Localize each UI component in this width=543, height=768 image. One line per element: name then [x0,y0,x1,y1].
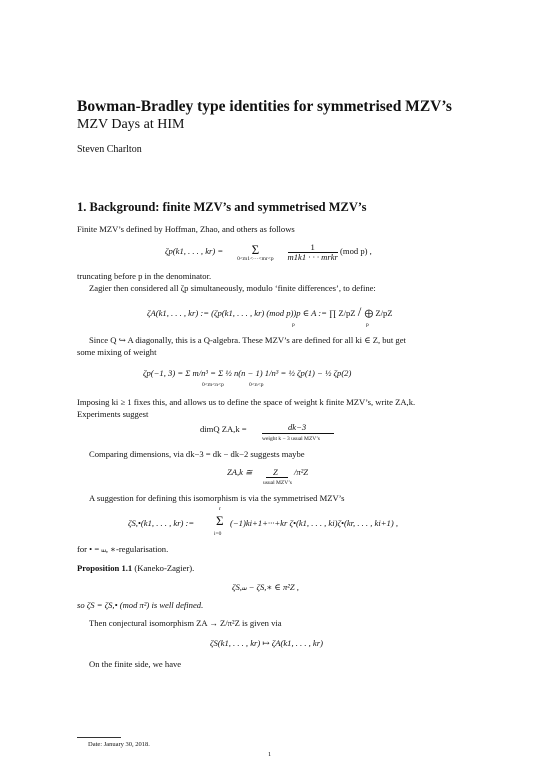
eq6-sigma: Σ [216,513,224,528]
eq3-sub-2: 0<n<p [249,382,264,388]
eq1-lhs: ζp(k1, . . . , kr) = [165,246,224,256]
eq5-mid: Z [273,467,278,477]
proposition-attribution: (Kaneko-Zagier). [134,563,195,573]
paragraph-10: On the finite side, we have [89,659,182,669]
paragraph-1: Finite MZV’s defined by Hoffman, Zhao, and others as follows [77,224,295,234]
eq2-direct-sum: ⨁ Z/pZ [364,308,393,318]
paragraph-5b: Experiments suggest [77,409,149,419]
paragraph-3: Zagier then considered all ζp simultaneously, modulo ‘finite differences’, to define: [89,283,376,293]
eq2-mid: (ζp(k1, . . . , kr) (mod p))p ∈ A := [211,308,327,318]
eq3-sub-1: 0<m<n<p [202,382,224,388]
eq4-under: weight k − 3 usual MZV’s [262,436,320,442]
proposition-label: Proposition 1.1 [77,563,133,573]
eq4-rhs: dk−3 [288,422,307,432]
page-number: 1 [268,751,272,758]
paragraph-9: Then conjectural isomorphism ZA → Z/π²Z is given via [89,618,282,628]
paragraph-6: Comparing dimensions, via dk−3 = dk − dk−2 suggests maybe [89,449,305,459]
eq1-sum-under: 0<m1<···<mr<p [237,256,274,262]
eq1-fraction [288,243,338,262]
footnote-rule [77,737,121,738]
eq2-sub-p1: p [292,322,295,328]
eq2-lhs: ζA(k1, . . . , kr) := [147,308,210,318]
page-subtitle: MZV Days at HIM [77,117,185,132]
paragraph-5a: Imposing ki ≥ 1 fixes this, and allows us to define the space of weight k finite MZV’s, write ZA,k. [77,397,416,407]
eq6-top: r [219,506,221,512]
eq4-underbrace [262,433,334,434]
proposition-equation: ζS,⧢ − ζS,∗ ∈ π²Z , [232,582,299,592]
equation-7: ζS(k1, . . . , kr) ↦ ζA(k1, . . . , kr) [210,638,323,648]
equation-1 [165,242,372,262]
eq5-underbrace [266,477,288,478]
eq2-product: ∏ Z/pZ [329,308,356,318]
eq5-rhs: /π²Z [294,467,309,477]
footnote-date: Date: January 30, 2018. [88,741,150,748]
paragraph-4a: Since Q ↪ A diagonally, this is a Q-algebra. These MZV’s are defined for all ki ∈ Z, but get [89,335,406,345]
author: Steven Charlton [77,144,142,155]
paragraph-4b: some mixing of weight [77,347,157,357]
eq1-rhs: (mod p) , [340,246,372,256]
paragraph-7: A suggestion for defining this isomorphism is via the symmetrised MZV’s [89,493,345,503]
eq1-numerator: 1 [288,243,338,253]
proposition-body: so ζS = ζS,• (mod π²) is well defined. [77,600,204,610]
paragraph-2: truncating before p in the denominator. [77,271,212,281]
eq1-sum: Σ 0<m1<···<mr<p [225,242,285,258]
eq5-lhs: ZA,k ≅ [227,467,253,477]
eq6-bottom: i=0 [214,531,222,537]
eq1-denominator: m1k1 · · · mrkr [287,251,338,262]
eq2-sub-p2: p [366,322,369,328]
section-heading: 1. Background: finite MZV’s and symmetrised MZV’s [77,200,367,214]
eq4-lhs: dimQ ZA,k = [200,424,247,434]
equation-3: ζp(−1, 3) = Σ m/n³ = Σ ½ n(n − 1) 1/n³ = ½ ζp(1) − ½ ζp(2) [143,368,352,378]
paragraph-8: for • = ⧢, ∗-regularisation. [77,544,169,554]
eq5-under: usual MZV’s [263,480,292,486]
proposition [77,562,194,574]
page-title: Bowman-Bradley type identities for symmetrised MZV’s [77,98,452,115]
equation-2: ζA(k1, . . . , kr) := (ζp(k1, . . . , kr) (mod p))p ∈ A := ∏ Z/pZ / ⨁ Z/pZ [147,304,393,319]
eq6-rhs: (−1)ki+1+···+kr ζ•(k1, . . . , ki)ζ•(kr, . . . , ki+1) , [230,518,398,528]
eq6-lhs: ζS,•(k1, . . . , kr) := [128,518,195,528]
